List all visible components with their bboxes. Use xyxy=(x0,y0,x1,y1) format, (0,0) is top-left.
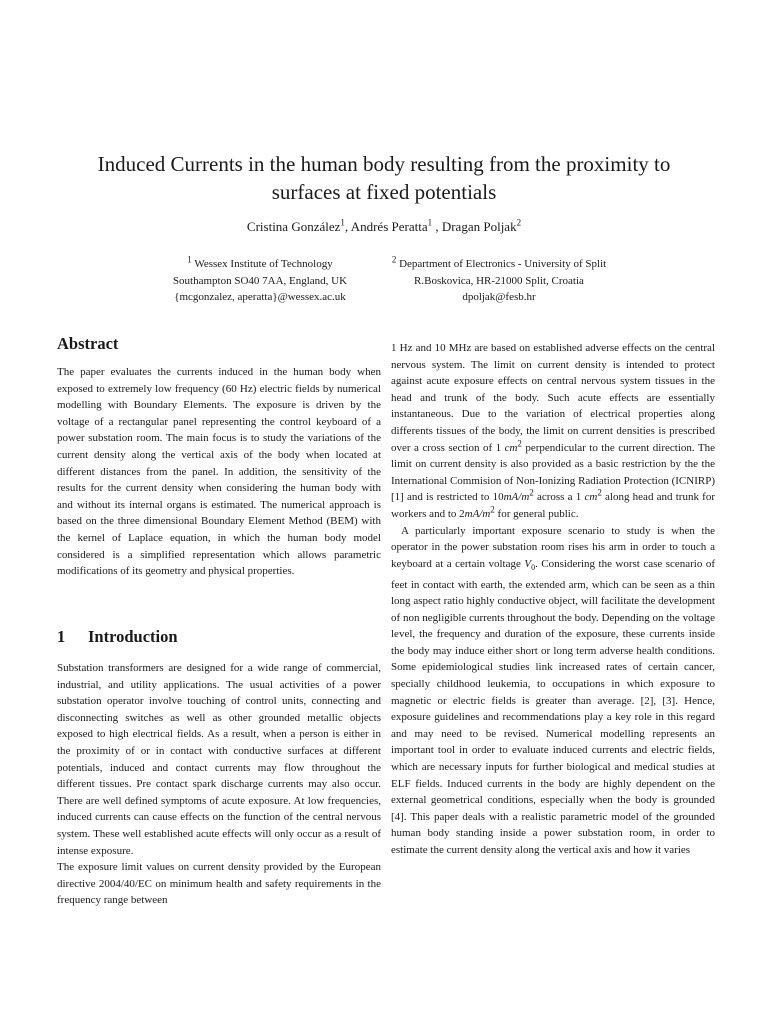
author-name: Cristina González xyxy=(246,219,341,234)
right-column xyxy=(391,340,715,859)
author-affil-mark: 1 xyxy=(427,217,433,228)
affil-org: Wessex Institute of Technology xyxy=(194,258,333,270)
author-name: Dragan Poljak xyxy=(441,219,517,234)
intro-paragraph-1: Substation transformers are designed for a wide range of commercial, industrial, and utility applications. The usual activities of a power substation operator involve touching of control units, connecting and disconnecting switches as well as other grounded metallic objects exposed to high electrical fields. As a result, when a person is either in the proximity of or in contact with conductive surfaces at different potentials, induced and contact currents may flow throughout the different tissues. Pre contact spark discharge currents may also occur. There are well defined symptoms of acute exposure. At low frequencies, induced currents can cause effects on the function of the central nervous system. These well established acute effects will only occur as a result of intense exposure. xyxy=(57,662,381,857)
author-list: Cristina González$^1$, Andrés Peratta$^1$ , Dragan Poljak$^2$ xyxy=(246,217,522,234)
affil-email: dpoljak@fesb.hr xyxy=(462,291,536,303)
section-number: 1 xyxy=(57,627,66,646)
author-affil-mark: 2 xyxy=(516,217,522,228)
author-affil-mark: 1 xyxy=(340,217,345,228)
title-line-1: Induced Currents in the human body resulting from the proximity to xyxy=(97,152,671,176)
abstract-heading: Abstract xyxy=(57,334,119,353)
affil-address: R.Boskovica, HR-21000 Split, Croatia xyxy=(414,274,584,287)
intro-left-column xyxy=(57,660,381,909)
intro-paragraph-4: A particularly important exposure scenario to study is when the operator in the power substation room rises his arm in order to touch a keyboard at a certain voltage $V_0$. Considering the worst case scenario of feet in contact with earth, the extended arm, which can be seen as a thin long aspect ratio highly conductive object, will facilitate the development of non negligible currents throughout the body. Depending on the voltage level, the frequency and duration of the exposure, these currents inside the body may induce either short or long term adverse health conditions. Some epidemiological studies link increased rates of certain cancer, specially childhood leukemia, to occupations in which exposure to magnetic or electric fields is greater than average. [2], [3]. Hence, exposure guidelines and recommendations play a key role in this regard and may need to be revised. Numerical modelling represents an important tool in order to evaluate induced currents and electric fields, which are necessary inputs for further biological and medical studies at ELF fields. Induced currents in the body are highly dependent on the external geometrical conditions, especially when the body is grounded [4]. This paper deals with a realistic parametric model of the grounded human body standing inside a power substation room, in order to estimate the current density along the vertical axis and how it varies xyxy=(391,524,715,856)
paper-title xyxy=(40,150,728,206)
section-title: Introduction xyxy=(88,627,178,646)
affil-mark: 2 xyxy=(391,254,397,265)
abstract-body xyxy=(57,364,381,580)
affiliation-2 xyxy=(364,256,634,306)
intro-paragraph-2: The exposure limit values on current density provided by the European directive 2004/40/EC on minimum health and safety requirements in the frequency range between xyxy=(57,861,381,907)
affil-address: Southampton SO40 7AA, England, UK xyxy=(172,274,348,287)
abstract-text: The paper evaluates the currents induced in the human body when exposed to extremely low frequency (60 Hz) electric fields by numerical modelling with Boundary Elements. The exposure is driven by the voltage of a rectangular panel representing the control keyboard of a power substation room. The main focus is to study the variations of the current density along the vertical axis of the body when located at different distances from the panel. In addition, the sensitivity of the results for the current density when considering the human body with and without its internal organs is estimated. The numerical approach is based on the three dimensional Boundary Element Method (BEM) with the kernel of Laplace equation, in which the human body model considered is a simplified representation which allows parametric modifications of its geometry and physical properties. xyxy=(57,366,381,578)
intro-paragraph-3: 1 Hz and 10 MHz are based on established adverse effects on the central nervous system. The limit on current density is intended to protect against acute exposure effects on central nervous system tissues in the head and trunk of the body. Such acute effects are essentially instantaneous. Due to the variation of electrical properties along differents tissues of the body, the limit on current densities is prescribed over a cross section of 1 $cm^2$ perpendicular to the current direction. The limit on current density is also provided as a basic restriction by the the International Commision of Non-Ionizing Radiation Protection (ICNIRP)[1] and is restricted to $10mA/m^2$ across a 1 $cm^2$ along head and trunk for workers and to $2mA/m^2$ for general public. xyxy=(391,342,716,520)
affil-org: Department of Electronics - University of Split xyxy=(399,258,607,270)
affil-email: {mcgonzalez, aperatta}@wessex.ac.uk xyxy=(174,291,346,303)
author-name: Andrés Peratta xyxy=(350,219,428,234)
section-heading-introduction xyxy=(57,627,178,647)
affil-mark: 1 xyxy=(187,254,192,265)
title-line-2: surfaces at fixed potentials xyxy=(271,180,497,204)
affiliation-1 xyxy=(130,256,390,306)
